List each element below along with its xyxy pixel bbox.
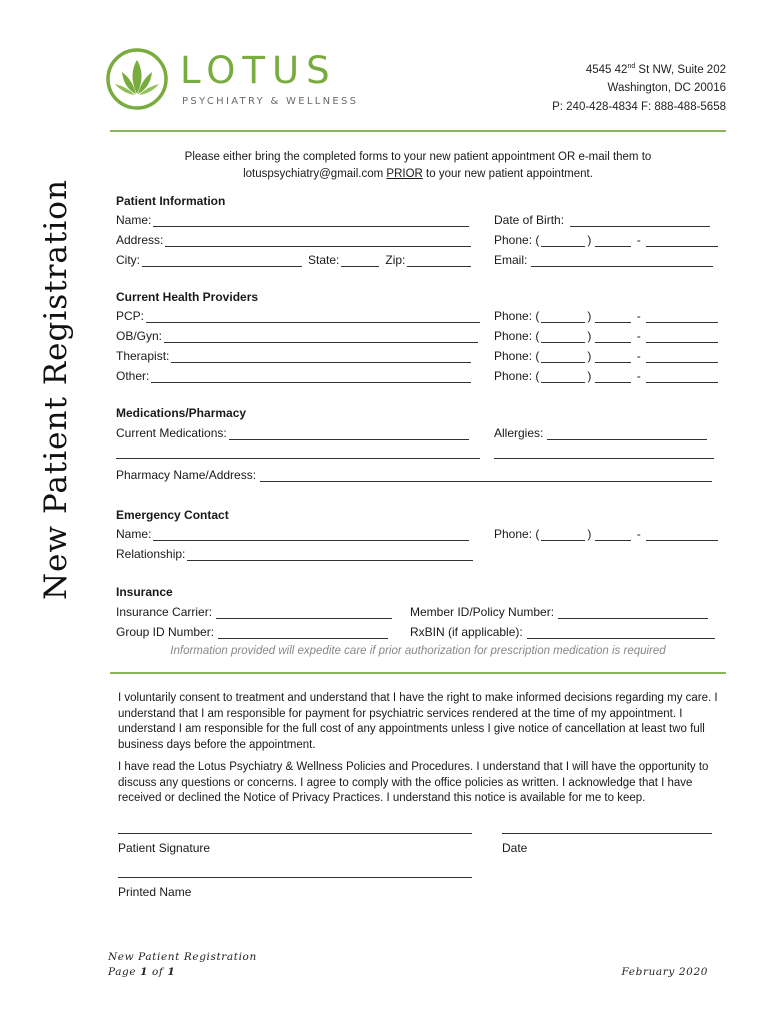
pcp-phone-field[interactable]: Phone: ( ) - xyxy=(494,309,720,323)
current-medications-field[interactable]: Current Medications: xyxy=(116,426,471,440)
allergies-line-2[interactable] xyxy=(494,458,714,459)
date-of-birth-field[interactable]: Date of Birth: xyxy=(494,213,712,227)
member-id-field[interactable]: Member ID/Policy Number: xyxy=(410,605,710,619)
printed-name-label: Printed Name xyxy=(118,885,192,899)
insurance-note: Information provided will expedite care if prior authorization for prescription medication is required xyxy=(170,645,666,657)
patient-phone-field[interactable]: Phone: ( ) - xyxy=(494,233,720,247)
health-providers-heading: Current Health Providers xyxy=(116,290,259,304)
patient-signature-label: Patient Signature xyxy=(118,841,211,855)
relationship-field[interactable]: Relationship: xyxy=(116,547,475,561)
footer-date: February 2020 xyxy=(621,966,708,978)
patient-address-field[interactable]: Address: xyxy=(116,233,473,247)
date-line[interactable] xyxy=(502,833,712,834)
obgyn-field[interactable]: OB/Gyn: xyxy=(116,329,480,343)
consent-paragraph-1: I voluntarily consent to treatment and understand that I have the right to make informed decisions regarding my care. I understand that I am responsible for payment for psychiatric services rendered at the time of my appointment. I understand I am responsible for the full cost of any appointments unless I give notice of cancellation at least two full business days before the appointment. xyxy=(118,692,718,751)
insurance-heading: Insurance xyxy=(116,585,173,599)
emergency-name-field[interactable]: Name: xyxy=(116,527,471,541)
patient-name-field[interactable]: Name: xyxy=(116,213,471,227)
other-provider-field[interactable]: Other: xyxy=(116,369,473,383)
pharmacy-field[interactable]: Pharmacy Name/Address: xyxy=(116,468,714,482)
pcp-field[interactable]: PCP: xyxy=(116,309,482,323)
insurance-carrier-field[interactable]: Insurance Carrier: xyxy=(116,605,394,619)
group-id-field[interactable]: Group ID Number: xyxy=(116,625,390,639)
emergency-heading: Emergency Contact xyxy=(116,508,229,522)
consent-divider xyxy=(110,672,726,674)
therapist-phone-field[interactable]: Phone: ( ) - xyxy=(494,349,720,363)
obgyn-phone-field[interactable]: Phone: ( ) - xyxy=(494,329,720,343)
patient-signature-line[interactable] xyxy=(118,833,472,834)
therapist-field[interactable]: Therapist: xyxy=(116,349,473,363)
practice-address: 4545 42nd St NW, Suite 202 Washington, DC 20016 P: 240-428-4834 F: 888-488-5658 xyxy=(552,63,726,113)
rxbin-field[interactable]: RxBIN (if applicable): xyxy=(410,625,717,639)
lotus-flower-icon xyxy=(106,48,168,110)
medications-line-2[interactable] xyxy=(116,458,480,459)
footer-left xyxy=(108,950,257,980)
city-field[interactable]: City: State: Zip: xyxy=(116,253,473,267)
footer-title: New Patient Registration xyxy=(108,951,257,963)
emergency-phone-field[interactable]: Phone: ( ) - xyxy=(494,527,720,541)
medications-heading: Medications/Pharmacy xyxy=(116,406,247,420)
printed-name-line[interactable] xyxy=(118,877,472,878)
email-field[interactable]: Email: xyxy=(494,253,715,267)
page-number: Page 1 of 1 xyxy=(108,966,176,978)
consent-paragraph-2: I have read the Lotus Psychiatry & Wellness Policies and Procedures. I understand that I will have the opportunity to discuss any questions or concerns. I agree to comply with the office policies as written. I acknowledge that I have received or declined the Notice of Privacy Practices. I understand this notice is available for me to keep. xyxy=(118,761,709,804)
side-title: New Patient Registration xyxy=(38,179,74,600)
logo-subtitle: PSYCHIATRY & WELLNESS xyxy=(182,96,359,107)
date-label: Date xyxy=(502,841,528,855)
allergies-field[interactable]: Allergies: xyxy=(494,426,709,440)
instructions: Please either bring the completed forms to your new patient appointment OR e-mail them to lotuspsychiatry@gmail.com PRIOR to your new patient appointment. xyxy=(184,151,652,180)
header-divider xyxy=(110,130,726,132)
logo-wordmark: LOTUS xyxy=(180,49,337,92)
patient-info-heading: Patient Information xyxy=(116,194,226,208)
other-phone-field[interactable]: Phone: ( ) - xyxy=(494,369,720,383)
